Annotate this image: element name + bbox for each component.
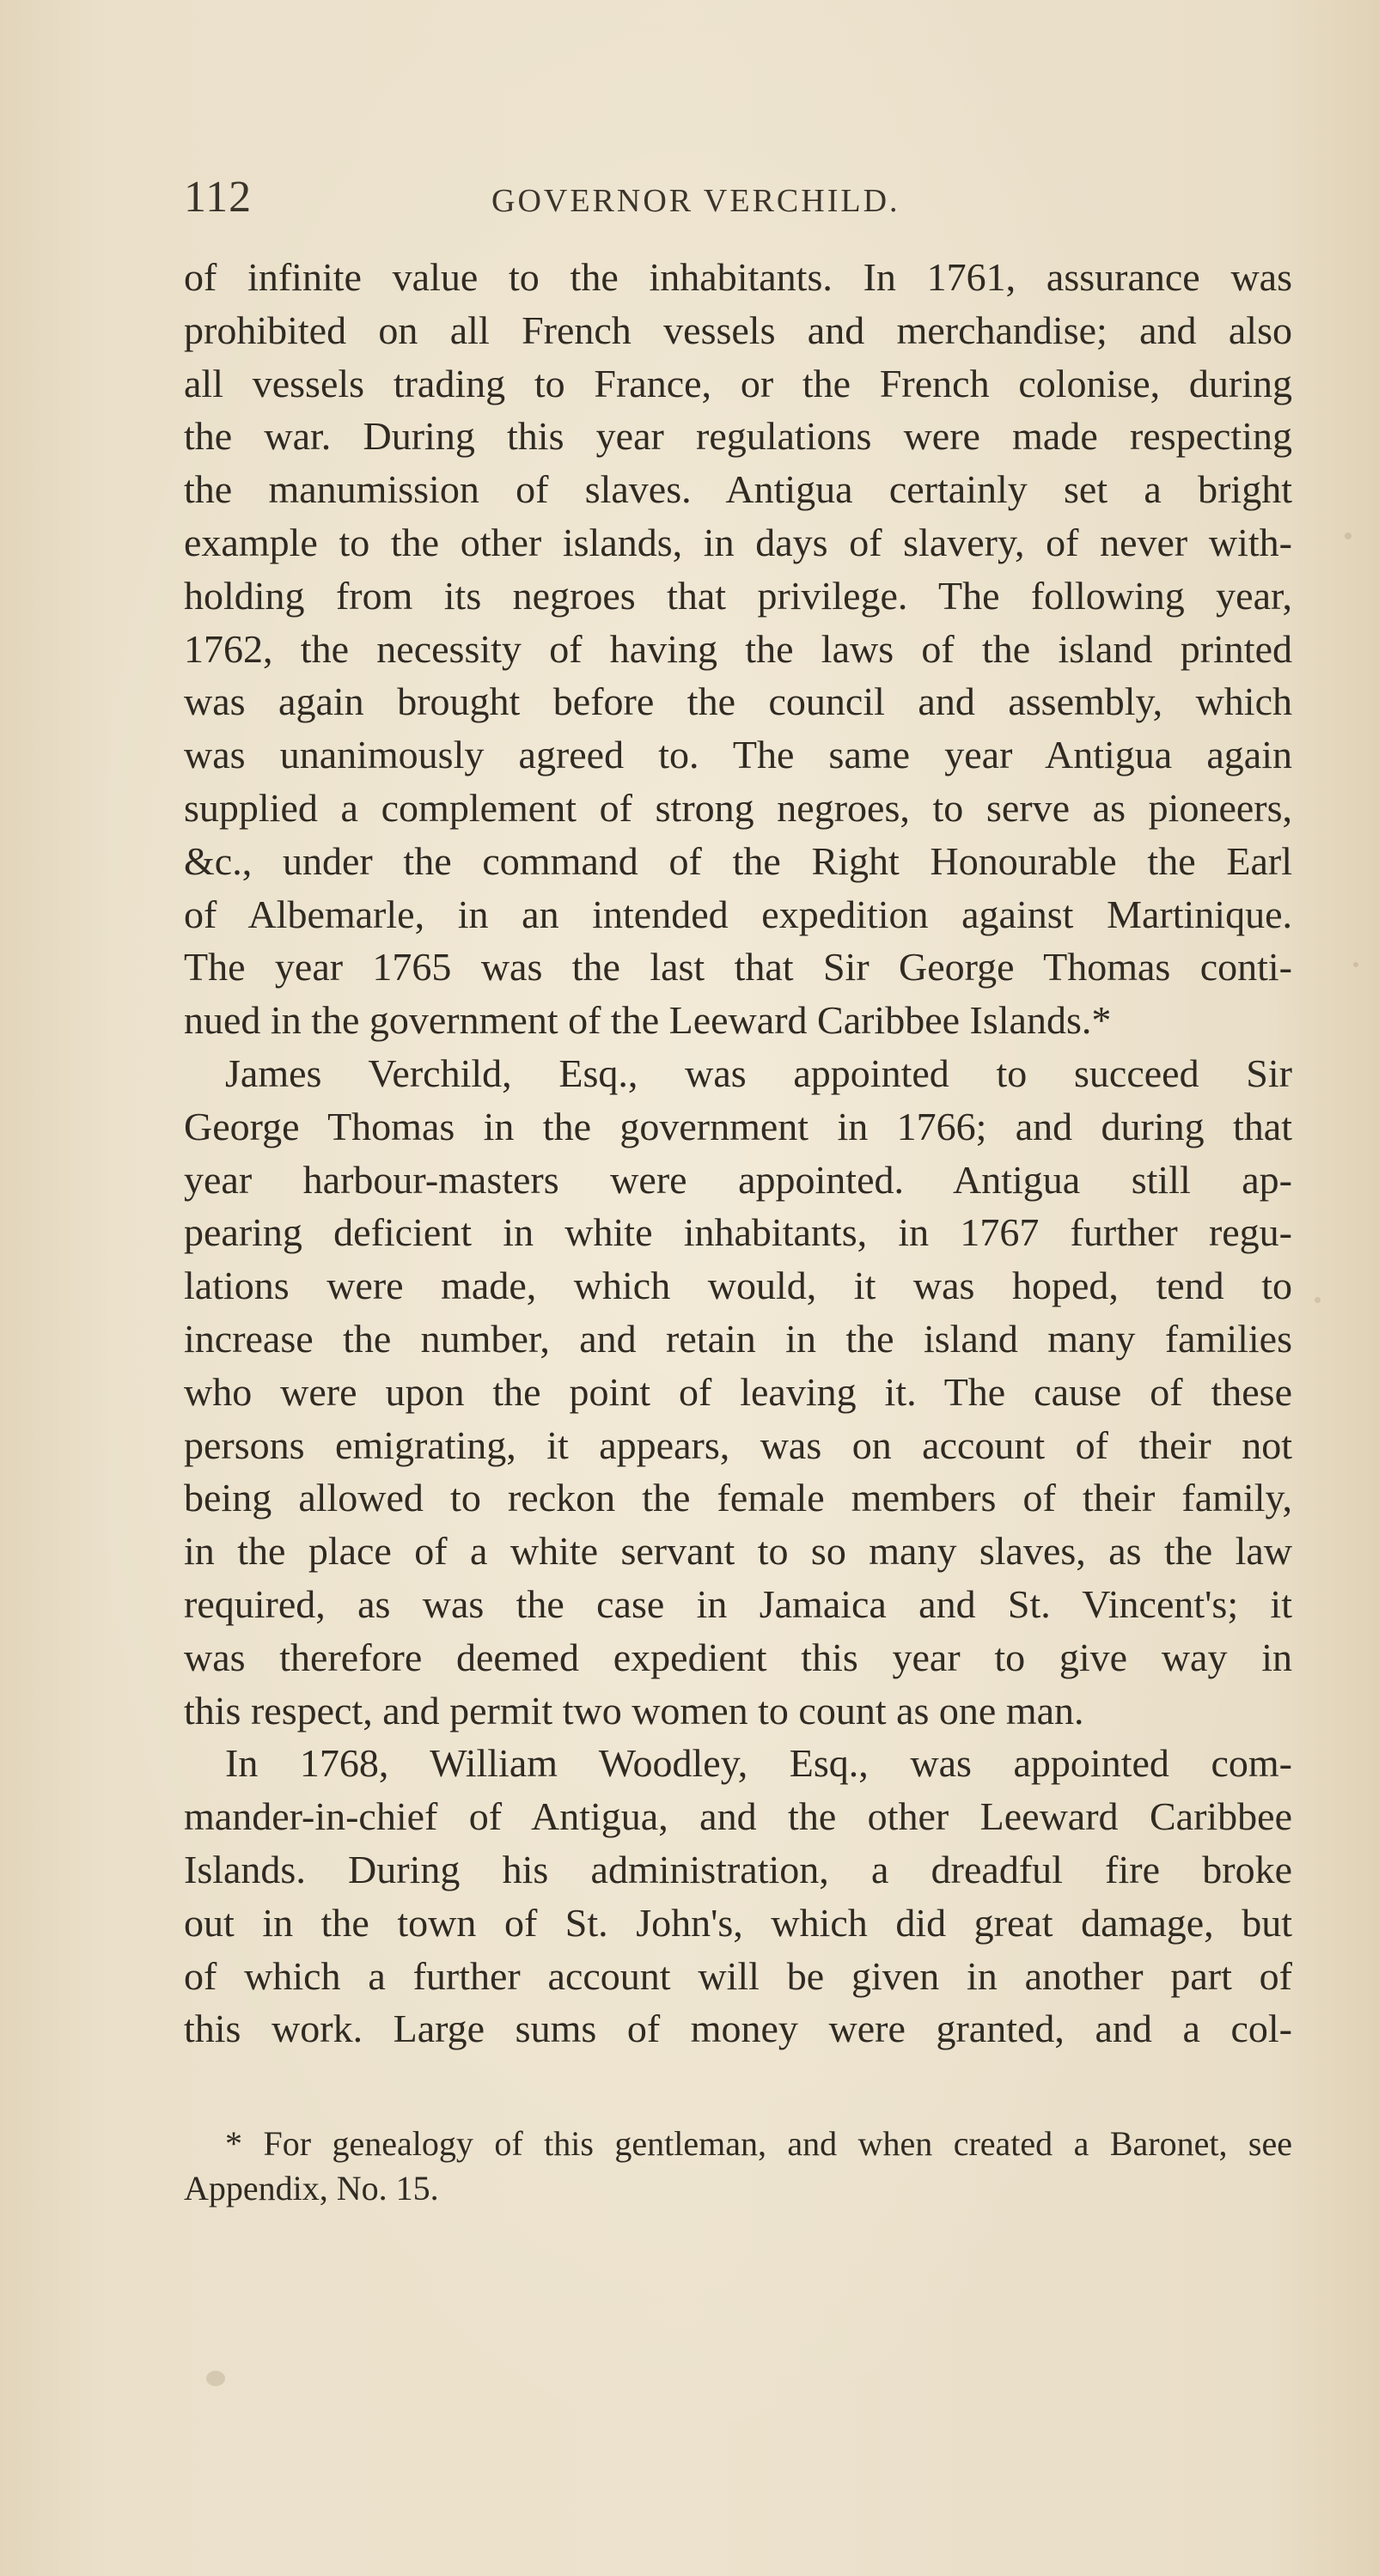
text-line: out in the town of St. John's, which did great damage, but — [184, 1900, 1292, 1945]
text-line: Islands. During his administration, a dreadful fire broke — [184, 1847, 1292, 1891]
text-line: the manumission of slaves. Antigua certainly set a bright — [184, 467, 1292, 512]
text-line: lations were made, which would, it was hoped, tend to — [184, 1264, 1292, 1308]
running-title: GOVERNOR VERCHILD. — [491, 183, 900, 219]
text-line: &c., under the command of the Right Honourable the Earl — [184, 838, 1292, 883]
text-line: was therefore deemed expedient this year to give way in — [184, 1635, 1292, 1679]
footnote-line: Appendix, No. 15. — [184, 2169, 439, 2208]
text-line: of which a further account will be given in another part of — [184, 1953, 1292, 1998]
text-line: mander-in-chief of Antigua, and the other Leeward Caribbee — [184, 1794, 1292, 1839]
text-line: was unanimously agreed to. The same year Antigua again — [184, 733, 1292, 777]
text-line: of Albemarle, in an intended expedition against Martinique. — [184, 892, 1292, 936]
text-line: pearing deficient in white inhabitants, in 1767 further regu- — [184, 1210, 1292, 1255]
page-header — [184, 172, 1189, 232]
text-line: persons emigrating, it appears, was on account of their not — [184, 1422, 1292, 1467]
text-line: in the place of a white servant to so many slaves, as the law — [184, 1529, 1292, 1574]
page-number: 112 — [184, 173, 253, 222]
text-line: 1762, the necessity of having the laws of the island printed — [184, 626, 1292, 671]
text-line-indent: James Verchild, Esq., was appointed to succeed Sir — [225, 1050, 1292, 1095]
text-line: holding from its negroes that privilege. The following year, — [184, 573, 1292, 618]
body-text — [184, 251, 1292, 2055]
text-line: the war. During this year regulations were made respecting — [184, 414, 1292, 459]
text-line: nued in the government of the Leeward Caribbee Islands.* — [184, 998, 1112, 1043]
text-line: required, as was the case in Jamaica and St. Vincent's; it — [184, 1581, 1292, 1626]
text-line: The year 1765 was the last that Sir George Thomas conti- — [184, 945, 1292, 990]
text-line: all vessels trading to France, or the French colonise, during — [184, 361, 1292, 405]
text-line: year harbour-masters were appointed. Antigua still ap- — [184, 1157, 1292, 1202]
paper-stain — [1353, 962, 1358, 967]
text-line: being allowed to reckon the female members of their family, — [184, 1476, 1292, 1520]
paper-stain — [206, 2371, 225, 2386]
paper-stain — [1315, 1297, 1321, 1303]
text-line: this respect, and permit two women to count as one man. — [184, 1688, 1084, 1733]
text-line: of infinite value to the inhabitants. In 1761, assurance was — [184, 255, 1292, 299]
text-line: who were upon the point of leaving it. The cause of these — [184, 1369, 1292, 1414]
text-line: prohibited on all French vessels and merchandise; and also — [184, 308, 1292, 352]
footnote-line: * For genealogy of this gentleman, and when created a Baronet, see — [225, 2124, 1292, 2163]
text-line: this work. Large sums of money were granted, and a col- — [184, 2007, 1292, 2051]
text-line-indent: In 1768, William Woodley, Esq., was appointed com- — [225, 1741, 1292, 1786]
text-line: supplied a complement of strong negroes, to serve as pioneers, — [184, 785, 1292, 830]
paper-stain — [1345, 533, 1352, 539]
footnote — [184, 2122, 1292, 2211]
text-line: was again brought before the council and assembly, which — [184, 679, 1292, 724]
text-line: George Thomas in the government in 1766; and during that — [184, 1104, 1292, 1148]
text-line: increase the number, and retain in the island many families — [184, 1316, 1292, 1361]
text-line: example to the other islands, in days of slavery, of never with- — [184, 520, 1292, 564]
